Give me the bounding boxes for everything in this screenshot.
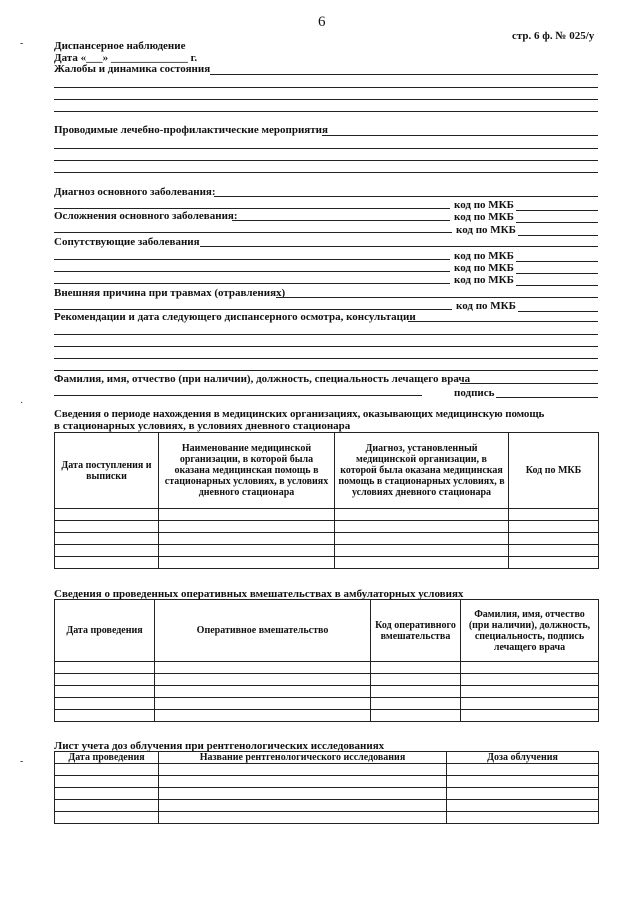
- table-header-row: [55, 752, 599, 764]
- external-cause-label: Внешняя причина при травмах (отравлениях): [54, 287, 286, 299]
- mkb-code-line[interactable]: [516, 222, 598, 223]
- complications-line[interactable]: [232, 220, 450, 221]
- signature-label: подпись: [454, 387, 495, 399]
- table-row[interactable]: [55, 557, 599, 569]
- external-cause-line[interactable]: [54, 309, 452, 310]
- table-row[interactable]: [55, 698, 599, 710]
- mkb-code-line[interactable]: [516, 285, 598, 286]
- column-header: Дата поступления и выписки: [55, 433, 159, 509]
- complaints-label: Жалобы и динамика состояния: [54, 63, 211, 75]
- table-row[interactable]: [55, 812, 599, 824]
- doctor-label: Фамилия, имя, отчество (при наличии), должность, специальность лечащего врача: [54, 373, 471, 385]
- table-row[interactable]: [55, 674, 599, 686]
- mkb-label: код по МКБ: [456, 224, 516, 236]
- mkb-label: код по МКБ: [454, 262, 514, 274]
- complaints-line[interactable]: [54, 99, 598, 100]
- table-header-row: [55, 600, 599, 662]
- complaints-line[interactable]: [210, 74, 598, 75]
- signature-line[interactable]: [496, 397, 598, 398]
- form-reference: стр. 6 ф. № 025/у: [512, 30, 595, 42]
- radiation-table: [54, 751, 599, 824]
- recommendations-label: Рекомендации и дата следующего диспансерного осмотра, консультации: [54, 311, 416, 323]
- doctor-line[interactable]: [54, 395, 422, 396]
- column-header: Диагноз, установленный медицинской организации, в которой была оказана медицинская помощь в стационарных условиях, в условиях дневного стационара: [335, 433, 509, 509]
- comorbid-label: Сопутствующие заболевания: [54, 236, 200, 248]
- complaints-line[interactable]: [54, 87, 598, 88]
- complaints-line[interactable]: [54, 111, 598, 112]
- table-row[interactable]: [55, 521, 599, 533]
- margin-mark: ·: [20, 398, 24, 409]
- comorbid-line[interactable]: [54, 259, 450, 260]
- diagnosis-line[interactable]: [54, 208, 450, 209]
- recommendations-line[interactable]: [408, 321, 598, 322]
- mkb-label: код по МКБ: [454, 199, 514, 211]
- table-row[interactable]: [55, 509, 599, 521]
- page-number: 6: [318, 14, 326, 30]
- comorbid-line[interactable]: [54, 271, 450, 272]
- measures-line[interactable]: [322, 135, 598, 136]
- comorbid-line[interactable]: [200, 246, 598, 247]
- external-cause-line[interactable]: [276, 297, 598, 298]
- doctor-line[interactable]: [460, 383, 598, 384]
- mkb-label: код по МКБ: [454, 250, 514, 262]
- recommendations-line[interactable]: [54, 334, 598, 335]
- date-field[interactable]: Дата «___» ______________ г.: [54, 52, 198, 64]
- surgery-title: Сведения о проведенных оперативных вмешательствах в амбулаторных условиях: [54, 588, 464, 600]
- table-row[interactable]: [55, 686, 599, 698]
- recommendations-line[interactable]: [54, 370, 598, 371]
- column-header: Дата проведения: [55, 600, 155, 662]
- table-row[interactable]: [55, 776, 599, 788]
- table-header-row: [55, 433, 599, 509]
- radiation-title: Лист учета доз облучения при рентгенологических исследованиях: [54, 740, 385, 752]
- table-row[interactable]: [55, 764, 599, 776]
- complications-label: Осложнения основного заболевания:: [54, 210, 238, 222]
- mkb-label: код по МКБ: [456, 300, 516, 312]
- column-header: Код по МКБ: [509, 433, 599, 509]
- mkb-label: код по МКБ: [454, 211, 514, 223]
- measures-label: Проводимые лечебно-профилактические мероприятия: [54, 124, 328, 136]
- mkb-label: код по МКБ: [454, 274, 514, 286]
- comorbid-line[interactable]: [54, 283, 450, 284]
- column-header: Доза облучения: [447, 752, 599, 764]
- column-header: Фамилия, имя, отчество (при наличии), должность, специальность, подпись лечащего врача: [461, 600, 599, 662]
- complications-line[interactable]: [54, 232, 452, 233]
- measures-line[interactable]: [54, 160, 598, 161]
- table-row[interactable]: [55, 710, 599, 722]
- table-row[interactable]: [55, 545, 599, 557]
- mkb-code-line[interactable]: [516, 273, 598, 274]
- table-row[interactable]: [55, 788, 599, 800]
- mkb-code-line[interactable]: [518, 311, 598, 312]
- column-header: Название рентгенологического исследования: [159, 752, 447, 764]
- recommendations-line[interactable]: [54, 346, 598, 347]
- measures-line[interactable]: [54, 148, 598, 149]
- inpatient-subtitle: в стационарных условиях, в условиях дневного стационара: [54, 420, 351, 432]
- margin-mark: -: [20, 38, 24, 49]
- inpatient-table: [54, 432, 599, 569]
- diagnosis-line[interactable]: [214, 196, 598, 197]
- inpatient-title: Сведения о периоде нахождения в медицинских организациях, оказывающих медицинскую помощь: [54, 408, 545, 420]
- table-row[interactable]: [55, 800, 599, 812]
- main-diagnosis-label: Диагноз основного заболевания:: [54, 186, 216, 198]
- column-header: Дата проведения: [55, 752, 159, 764]
- surgery-table: [54, 599, 599, 722]
- dispensary-title: Диспансерное наблюдение: [54, 40, 186, 52]
- table-row[interactable]: [55, 533, 599, 545]
- column-header: Наименование медицинской организации, в которой была оказана медицинская помощь в стационарных условиях, в условиях дневного стационара: [159, 433, 335, 509]
- recommendations-line[interactable]: [54, 358, 598, 359]
- mkb-code-line[interactable]: [516, 210, 598, 211]
- table-row[interactable]: [55, 662, 599, 674]
- mkb-code-line[interactable]: [516, 261, 598, 262]
- mkb-code-line[interactable]: [518, 235, 598, 236]
- column-header: Код оперативного вмешательства: [371, 600, 461, 662]
- measures-line[interactable]: [54, 172, 598, 173]
- column-header: Оперативное вмешательство: [155, 600, 371, 662]
- margin-mark: -: [20, 756, 24, 767]
